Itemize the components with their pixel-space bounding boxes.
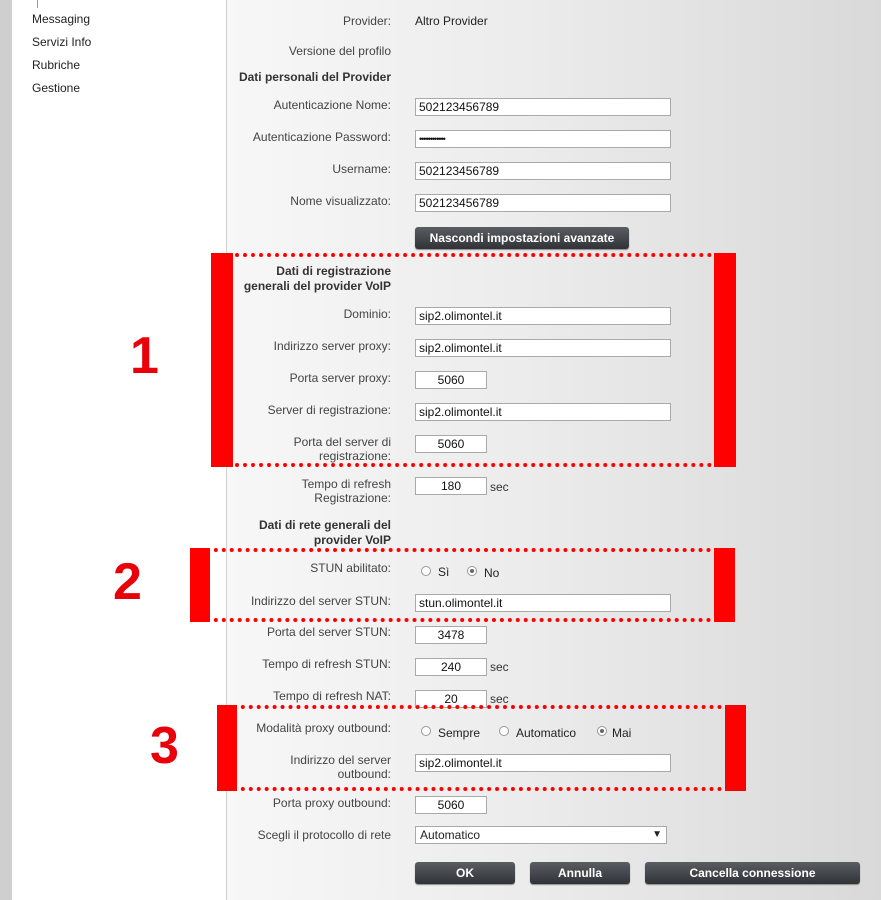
stun-server-label: Indirizzo del server STUN:	[250, 594, 391, 608]
sidebar-item-rubriche[interactable]: Rubriche	[32, 58, 81, 72]
stun-yes-label: Sì	[438, 565, 450, 579]
proxy-server-label: Indirizzo server proxy:	[273, 339, 391, 353]
registration-heading: Dati di registrazione generali del provider VoIP	[243, 264, 391, 293]
username-label: Username:	[332, 162, 391, 176]
nat-refresh-label: Tempo di refresh NAT:	[273, 689, 391, 703]
outbound-never-label: Mai	[612, 726, 632, 740]
annotation-number-3: 3	[150, 717, 179, 775]
stun-refresh-unit: sec	[490, 660, 509, 674]
delete-connection-button[interactable]: Cancella connessione	[645, 862, 860, 884]
annotation-box-3	[217, 705, 746, 791]
sidebar-tree-line	[37, 0, 38, 8]
registrar-port-input[interactable]: 5060	[415, 435, 487, 453]
dropdown-arrow-icon: ▼	[652, 829, 662, 840]
provider-label: Provider:	[342, 14, 391, 28]
outbound-server-label: Indirizzo del server outbound:	[290, 753, 391, 781]
stun-no-label: No	[484, 566, 500, 580]
outbound-port-input[interactable]: 5060	[415, 796, 487, 814]
stun-server-input[interactable]: stun.olimontel.it	[415, 594, 671, 612]
annotation-box-3-left-bar	[217, 705, 237, 791]
sidebar-item-messaging[interactable]: Messaging	[32, 12, 91, 26]
outbound-auto-label: Automatico	[516, 726, 577, 740]
network-heading: Dati di rete generali del provider VoIP	[258, 518, 391, 547]
display-name-input[interactable]: 502123456789	[415, 194, 671, 212]
auth-name-input[interactable]: 502123456789	[415, 98, 671, 116]
hide-advanced-button[interactable]: Nascondi impostazioni avanzate	[415, 227, 629, 249]
outbound-server-input[interactable]: sip2.olimontel.it	[415, 754, 671, 772]
proxy-port-label: Porta server proxy:	[289, 371, 391, 385]
nat-refresh-input[interactable]: 20	[415, 690, 487, 708]
annotation-number-1: 1	[130, 327, 159, 385]
username-input[interactable]: 502123456789	[415, 162, 671, 180]
annotation-box-2	[190, 548, 735, 622]
sidebar-item-gestione[interactable]: Gestione	[32, 81, 81, 95]
protocol-select[interactable]	[415, 826, 667, 844]
annotation-box-1-left-bar	[211, 253, 233, 467]
sidebar	[12, 0, 227, 900]
outbound-port-label: Porta proxy outbound:	[272, 796, 391, 810]
stun-refresh-input[interactable]: 240	[415, 658, 487, 676]
registrar-label: Server di registrazione:	[267, 403, 391, 417]
left-edge-strip	[0, 0, 12, 900]
sidebar-item-servizi-info[interactable]: Servizi Info	[32, 35, 92, 49]
annotation-number-2: 2	[113, 553, 142, 611]
domain-input[interactable]: sip2.olimontel.it	[415, 307, 671, 325]
ok-button[interactable]: OK	[415, 862, 515, 884]
auth-name-label: Autenticazione Nome:	[273, 98, 391, 112]
stun-enabled-label: STUN abilitato:	[310, 561, 391, 575]
cancel-button[interactable]: Annulla	[530, 862, 630, 884]
refresh-registration-input[interactable]: 180	[415, 477, 487, 495]
protocol-select-value: Automatico	[420, 828, 481, 842]
nat-refresh-unit: sec	[490, 692, 509, 706]
refresh-registration-label: Tempo di refresh Registrazione:	[301, 477, 391, 505]
stun-port-input[interactable]: 3478	[415, 626, 487, 644]
protocol-label: Scegli il protocollo di rete	[257, 828, 391, 842]
proxy-server-input[interactable]: sip2.olimontel.it	[415, 339, 671, 357]
auth-password-label: Autenticazione Password:	[252, 130, 391, 144]
personal-data-heading: Dati personali del Provider	[238, 70, 391, 84]
proxy-port-input[interactable]: 5060	[415, 371, 487, 389]
registrar-port-label: Porta del server di registrazione:	[293, 435, 391, 463]
domain-label: Dominio:	[343, 307, 391, 321]
stun-port-label: Porta del server STUN:	[266, 625, 391, 639]
registrar-input[interactable]: sip2.olimontel.it	[415, 403, 671, 421]
outbound-always-label: Sempre	[438, 726, 481, 740]
annotation-box-1-right-bar	[714, 253, 736, 467]
outbound-mode-label: Modalità proxy outbound:	[256, 721, 391, 735]
profile-version-label: Versione del profilo	[288, 44, 391, 58]
auth-password-input[interactable]: ••••••••••••	[415, 130, 671, 148]
annotation-box-2-left-bar	[190, 548, 210, 622]
refresh-registration-unit: sec	[490, 480, 509, 494]
display-name-label: Nome visualizzato:	[290, 194, 391, 208]
annotation-box-3-right-bar	[725, 705, 746, 791]
stun-refresh-label: Tempo di refresh STUN:	[262, 657, 391, 671]
annotation-box-2-right-bar	[714, 548, 735, 622]
provider-value: Altro Provider	[415, 14, 488, 28]
annotation-box-1	[211, 253, 736, 467]
